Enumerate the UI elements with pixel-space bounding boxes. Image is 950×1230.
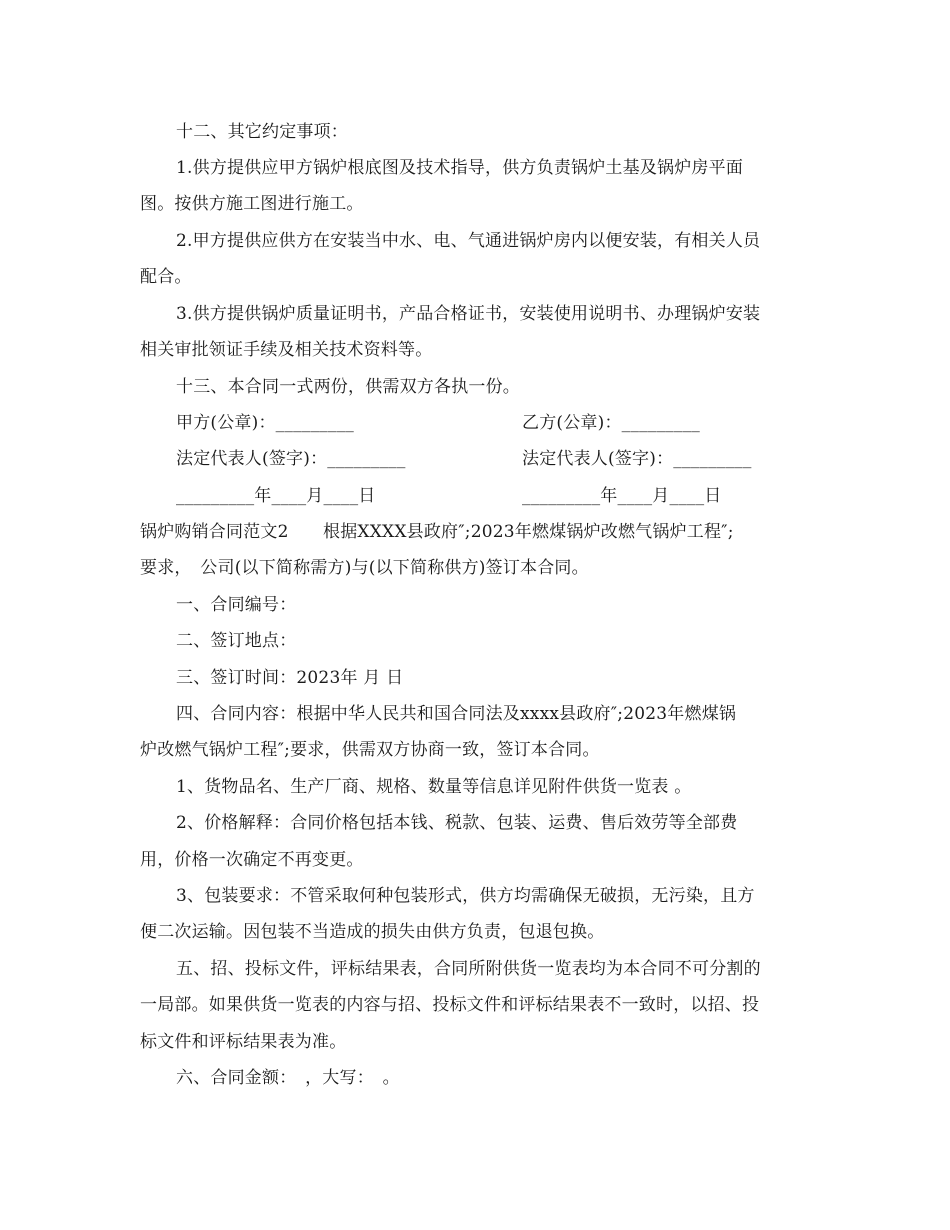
price-clause-line2: 用，价格一次确定不再变更。 — [140, 850, 364, 870]
price-clause-line1: 2、价格解释：合同价格包括本钱、税款、包装、运费、售后效劳等全部费 — [176, 813, 738, 833]
party-a-representative: 法定代表人(签字)：_________ — [176, 449, 406, 469]
section12-item2-line2: 配合。 — [140, 267, 192, 287]
contract-amount: 六、合同金额： ，大写： 。 — [176, 1068, 400, 1088]
packaging-clause-line1: 3、包装要求：不管采取何种包装形式，供方均需确保无破损，无污染，且方 — [176, 886, 755, 906]
tender-clause-line1: 五、招、投标文件，评标结果表，合同所附供货一览表均为本合同不可分割的 — [176, 959, 761, 979]
section12-item2-line1: 2.甲方提供应供方在安装当中水、电、气通进锅炉房内以便安装，有相关人员 — [176, 231, 761, 251]
tender-clause-line2: 一局部。如果供货一览表的内容与招、投标文件和评标结果表不一致时，以招、投 — [140, 995, 760, 1015]
section12-heading: 十二、其它约定事项： — [176, 122, 348, 142]
party-a-seal: 甲方(公章)：_________ — [176, 413, 354, 433]
party-b-seal: 乙方(公章)：_________ — [522, 413, 700, 433]
contract2-intro-line1: 锅炉购销合同范文2 根据XXXX县政府″;2023年燃煤锅炉改燃气锅炉工程″; — [140, 522, 734, 542]
section12-item1-line1: 1.供方提供应甲方锅炉根底图及技术指导，供方负责锅炉土基及锅炉房平面 — [176, 158, 744, 178]
party-b-representative: 法定代表人(签字)：_________ — [522, 449, 752, 469]
tender-clause-line3: 标文件和评标结果表为准。 — [140, 1032, 347, 1052]
section12-item1-line2: 图。按供方施工图进行施工。 — [140, 194, 364, 214]
section13-heading: 十三、本合同一式两份，供需双方各执一份。 — [176, 377, 520, 397]
contract-number: 一、合同编号： — [176, 595, 297, 615]
contract-content-line2: 炉改燃气锅炉工程″;要求，供需双方协商一致，签订本合同。 — [140, 740, 600, 760]
section12-item3-line1: 3.供方提供锅炉质量证明书，产品合格证书，安装使用说明书、办理锅炉安装 — [176, 304, 761, 324]
contract2-intro-line2: 要求， 公司(以下简称需方)与(以下简称供方)签订本合同。 — [140, 558, 589, 578]
party-a-date: _________年____月____日 — [176, 486, 376, 506]
section12-item3-line2: 相关审批领证手续及相关技术资料等。 — [140, 340, 433, 360]
contract-content-line1: 四、合同内容：根据中华人民共和国合同法及xxxx县政府″;2023年燃煤锅 — [176, 704, 737, 724]
signing-time: 三、签订时间：2023年 月 日 — [176, 668, 404, 688]
signing-place: 二、签订地点： — [176, 631, 297, 651]
party-b-date: _________年____月____日 — [522, 486, 722, 506]
goods-clause: 1、货物品名、生产厂商、规格、数量等信息详见附件供货一览表 。 — [176, 777, 692, 797]
packaging-clause-line2: 便二次运输。因包装不当造成的损失由供方负责，包退包换。 — [140, 922, 605, 942]
